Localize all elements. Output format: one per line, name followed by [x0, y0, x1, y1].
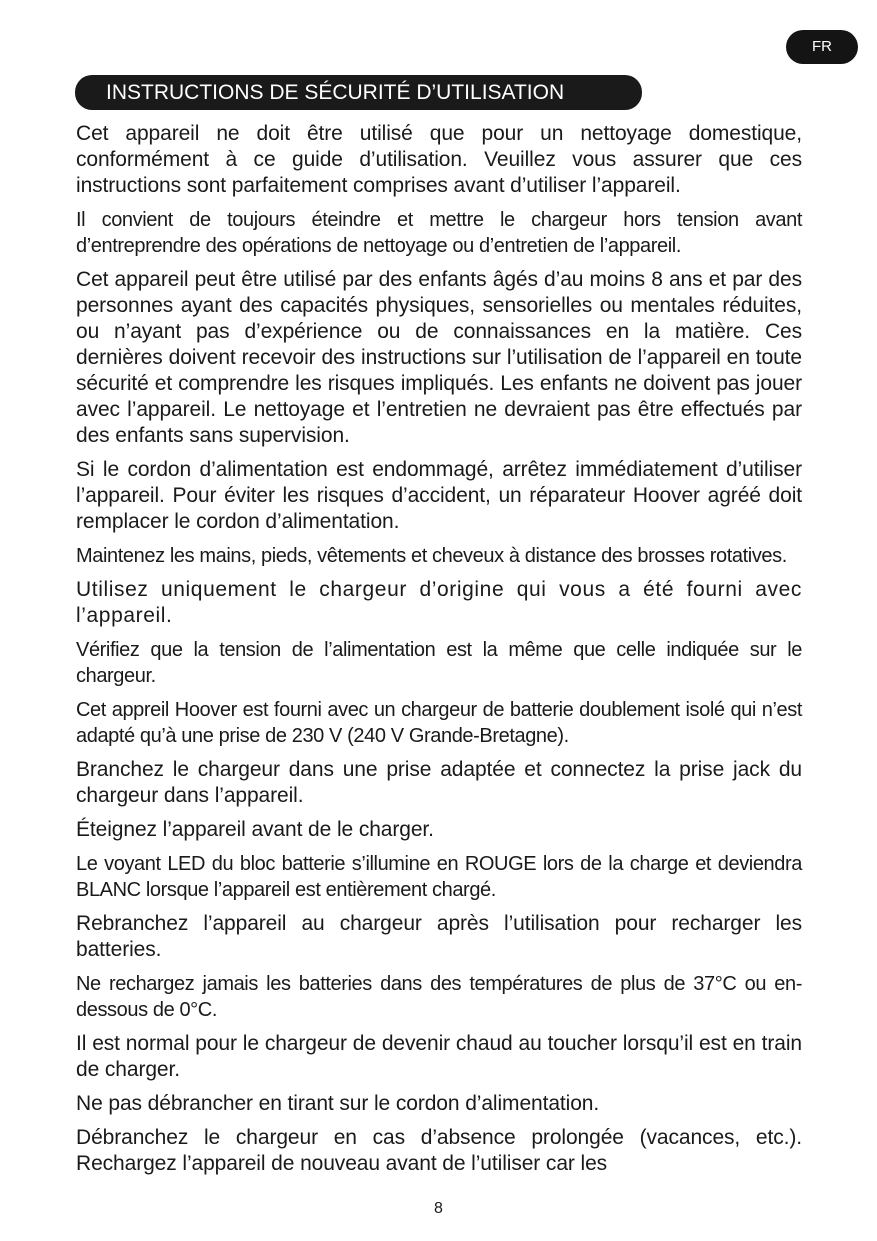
paragraph-prolonged-absence: Débranchez le chargeur en cas d’absence prolongée (vacances, etc.). Rechargez l’appareil de nouveau avant de l’utiliser car les: [76, 1126, 802, 1175]
paragraph-damaged-cord: Si le cordon d’alimentation est endommagé, arrêtez immédiatement d’utiliser l’appareil. Pour éviter les risques d’accident, un réparateur Hoover agréé doit remplacer le cordon d’alimentation.: [76, 458, 802, 533]
section-title: INSTRUCTIONS DE SÉCURITÉ D’UTILISATION: [75, 75, 642, 110]
language-tab: FR: [786, 30, 858, 64]
paragraph-original-charger: Utilisez uniquement le chargeur d’origine qui vous a été fourni avec l’appareil.: [76, 578, 802, 627]
paragraph-switch-off: Il convient de toujours éteindre et mettre le chargeur hors tension avant d’entreprendre des opérations de nettoyage ou d’entretien de l’appareil.: [76, 209, 802, 257]
paragraph-switch-off-before-charging: Éteignez l’appareil avant de le charger.: [76, 818, 434, 841]
paragraph-do-not-pull-cord: Ne pas débrancher en tirant sur le cordon d’alimentation.: [76, 1092, 600, 1115]
paragraph-temperature-limits: Ne rechargez jamais les batteries dans des températures de plus de 37°C ou en-dessous de 0°C.: [76, 973, 802, 1021]
paragraph-insulated-charger: Cet appreil Hoover est fourni avec un chargeur de batterie doublement isolé qui n’est adapté qu’à une prise de 230 V (240 V Grande-Bretagne).: [76, 699, 802, 747]
paragraph-rotating-brushes: Maintenez les mains, pieds, vêtements et cheveux à distance des brosses rotatives.: [76, 545, 787, 567]
paragraph-led-indicator: Le voyant LED du bloc batterie s’illumine en ROUGE lors de la charge et deviendra BLANC lorsque l’appareil est entièrement chargé.: [76, 853, 802, 901]
page-number: 8: [434, 1200, 443, 1217]
paragraph-recharge-after-use: Rebranchez l’appareil au chargeur après l’utilisation pour recharger les batteries.: [76, 912, 802, 961]
paragraph-voltage-check: Vérifiez que la tension de l’alimentation est la même que celle indiquée sur le chargeur.: [76, 639, 802, 687]
paragraph-plug-charger: Branchez le chargeur dans une prise adaptée et connectez la prise jack du chargeur dans l’appareil.: [76, 758, 802, 807]
paragraph-domestic-use: Cet appareil ne doit être utilisé que pour un nettoyage domestique, conformément à ce guide d’utilisation. Veuillez vous assurer que ces instructions sont parfaitement comprises avant d’utiliser l’appareil.: [76, 122, 802, 197]
paragraph-charger-warm: Il est normal pour le chargeur de devenir chaud au toucher lorsqu’il est en train de charger.: [76, 1032, 802, 1081]
paragraph-children: Cet appareil peut être utilisé par des enfants âgés d’au moins 8 ans et par des personnes ayant des capacités physiques, sensorielles ou mentales réduites, ou n’ayant pas d’expérience ou de connaissances en la matière. Ces dernières doivent recevoir des instructions sur l’utilisation de l’appareil en toute sécurité et comprendre les risques impliqués. Les enfants ne doivent pas jouer avec l’appareil. Le nettoyage et l’entretien ne devraient pas être effectués par des enfants sans supervision.: [76, 268, 802, 447]
instructions-body: [76, 121, 802, 1185]
